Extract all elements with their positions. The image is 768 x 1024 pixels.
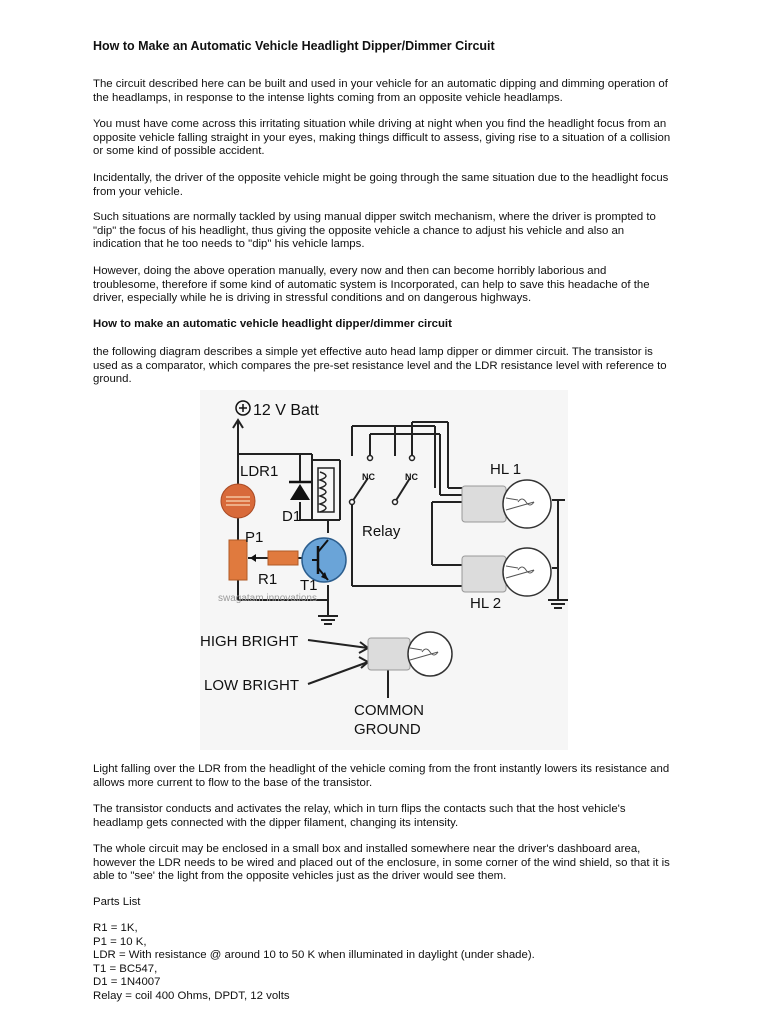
page-title: How to Make an Automatic Vehicle Headlight Dipper/Dimmer Circuit (93, 39, 495, 53)
paragraph-enclosure: The whole circuit may be enclosed in a small box and installed somewhere near the driver's dashboard area, however the LDR needs to be wired and placed out of the enclosure, in some corner of the wind shield, so that it is able to "see' the light from the opposite vehicles just as the driver would see them. (93, 843, 670, 883)
low-bright-label: LOW BRIGHT (204, 677, 300, 694)
transistor-label: T1 (300, 577, 318, 594)
resistor-r1-icon (268, 551, 298, 565)
headlamp-hl2-icon (462, 548, 551, 596)
parts-list-item: D1 = 1N4007 (93, 976, 161, 989)
paragraph-light-falling: Light falling over the LDR from the headlight of the vehicle coming from the front instantly lowers its resistance and allows more current to flow to the base of the transistor. (93, 763, 670, 789)
paragraph-diagram-intro: the following diagram describes a simple yet effective auto head lamp dipper or dimmer circuit. The transistor is used as a comparator, which compares the pre-set resistance level and the LDR resistance level with reference to ground. (93, 346, 667, 386)
paragraph-automatic: However, doing the above operation manually, every now and then can become horribly laborious and troublesome, therefore if some kind of automatic system is Incorporated, can help to save this headache of the driver, especially while he is driving in stressful conditions and on dangerous highways. (93, 265, 650, 305)
transistor-t1-icon (302, 538, 346, 582)
paragraph-incidentally: Incidentally, the driver of the opposite vehicle might be going through the same situation due to the headlight focus from your vehicle. (93, 172, 669, 198)
parts-list-item: R1 = 1K, (93, 922, 138, 934)
hl2-label: HL 2 (470, 595, 502, 612)
nc2-label: NC (405, 472, 418, 482)
circuit-diagram (200, 390, 568, 750)
ldr-label: LDR1 (240, 463, 279, 480)
resistor-label: R1 (258, 571, 278, 588)
ldr-icon (221, 484, 255, 518)
watermark-label: swagatam innovations (218, 593, 317, 604)
paragraph-situation: You must have come across this irritating situation while driving at night when you find the headlight focus from an opposite vehicle falling straight in your eyes, making things difficult to assess, giving rise to a situation of a collision or some kind of possible accident. (93, 118, 671, 158)
high-bright-label: HIGH BRIGHT (200, 633, 299, 650)
preset-label: P1 (245, 529, 264, 546)
parts-list-item: P1 = 10 K, (93, 935, 147, 948)
nc1-label: NC (362, 472, 375, 482)
parts-list-item: T1 = BC547, (93, 962, 158, 975)
hl1-label: HL 1 (490, 461, 522, 478)
battery-plus-icon (236, 401, 250, 415)
battery-label: 12 V Batt (253, 402, 319, 419)
parts-heading: Parts List (93, 896, 141, 908)
parts-list (93, 922, 535, 1004)
paragraph-manual-dipper: Such situations are normally tackled by using manual dipper switch mechanism, where the driver is prompted to "dip" the focus of his headlight, thus giving the opposite vehicle a chance to adjust his vehicle and also an indication that he too needs to "dip" his vehicle lamps. (93, 211, 656, 251)
preset-p1-icon (229, 540, 247, 580)
headlamp-legend-icon (368, 632, 452, 676)
paragraph-transistor-conducts: The transistor conducts and activates the relay, which in turn flips the contacts such that the host vehicle's headlamp gets connected with the dipper filament, changing its intensity. (93, 803, 626, 829)
parts-list-item: Relay = coil 400 Ohms, DPDT, 12 volts (93, 989, 290, 1002)
paragraph-intro: The circuit described here can be built and used in your vehicle for an automatic dipping and dimming operation of the headlamps, in response to the intense lights coming from an opposite vehicle headlamps. (93, 78, 668, 104)
headlamp-hl1-icon (462, 480, 551, 528)
ground-label: GROUND (354, 721, 421, 738)
relay-label: Relay (362, 523, 401, 540)
diode-label: D1 (282, 508, 302, 525)
common-label: COMMON (354, 702, 424, 719)
parts-list-item: LDR = With resistance @ around 10 to 50 K when illuminated in daylight (under shade). (93, 949, 535, 962)
diode-icon (289, 482, 311, 500)
section-heading: How to make an automatic vehicle headlight dipper/dimmer circuit (93, 318, 452, 330)
